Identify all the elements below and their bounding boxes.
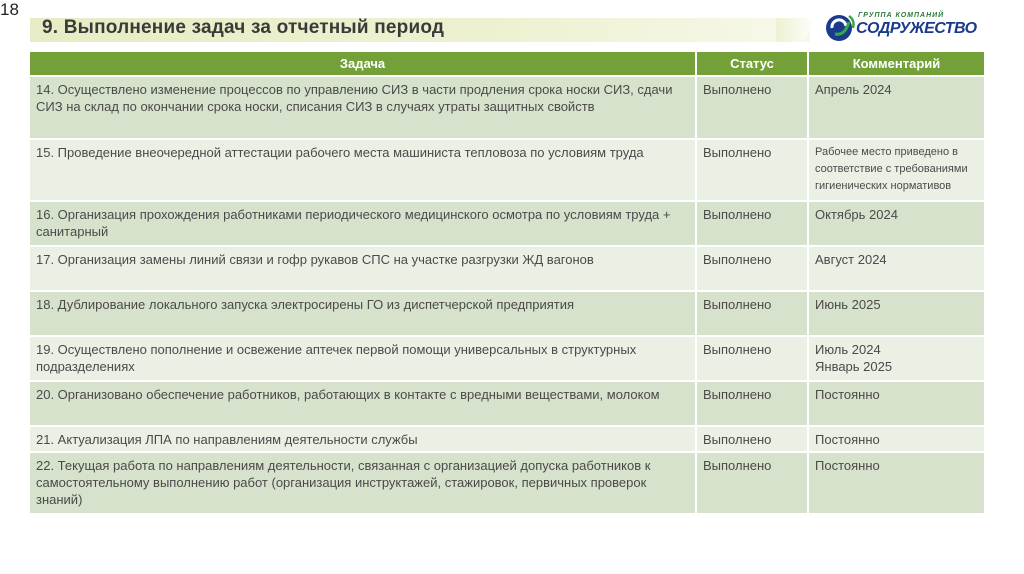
task-cell: 18. Дублирование локального запуска электросирены ГО из диспетчерской предприятия	[30, 290, 697, 335]
slide-number: 18	[0, 0, 19, 19]
status-cell: Выполнено	[697, 290, 809, 335]
comment-cell: Постоянно	[809, 380, 986, 425]
comment-cell: Август 2024	[809, 245, 986, 290]
comment-line: Январь 2025	[815, 359, 893, 374]
logo-main-text: СОДРУЖЕСТВО	[856, 20, 977, 37]
task-cell: 15. Проведение внеочередной аттестации рабочего места машиниста тепловоза по условиям труда	[30, 138, 697, 200]
table-row	[30, 200, 986, 245]
table-row	[30, 425, 986, 451]
table-row	[30, 245, 986, 290]
task-cell: 22. Текущая работа по направлениям деятельности, связанная с организацией допуска работников к самостоятельному выполнению работ (организация инструктажей, стажировок, первичных проверок знаний)	[30, 451, 697, 513]
status-cell: Выполнено	[697, 75, 809, 138]
table-row	[30, 335, 986, 380]
column-header-status: Статус	[697, 52, 809, 75]
tasks-table	[30, 52, 986, 513]
task-cell: 19. Осуществлено пополнение и освежение аптечек первой помощи универсальных в структурных подразделениях	[30, 335, 697, 380]
logo-small-text: ГРУППА КОМПАНИЙ	[858, 12, 945, 19]
table-row	[30, 138, 986, 200]
status-cell: Выполнено	[697, 425, 809, 451]
comment-line: Июль 2024	[815, 342, 881, 357]
status-cell: Выполнено	[697, 138, 809, 200]
comment-cell: Апрель 2024	[809, 75, 986, 138]
status-cell: Выполнено	[697, 245, 809, 290]
table-row	[30, 380, 986, 425]
task-cell: 21. Актуализация ЛПА по направлениям деятельности службы	[30, 425, 697, 451]
comment-cell: Рабочее место приведено в соответствие с требованиями гигиенических нормативов	[809, 138, 986, 200]
table-row	[30, 451, 986, 513]
comment-cell: Октябрь 2024	[809, 200, 986, 245]
table-row	[30, 290, 986, 335]
task-cell: 17. Организация замены линий связи и гофр рукавов СПС на участке разгрузки ЖД вагонов	[30, 245, 697, 290]
comment-cell	[809, 335, 986, 380]
task-cell: 16. Организация прохождения работниками периодического медицинского осмотра по условиям труда + санитарный	[30, 200, 697, 245]
status-cell: Выполнено	[697, 335, 809, 380]
status-cell: Выполнено	[697, 200, 809, 245]
column-header-task: Задача	[30, 52, 697, 75]
table-header-row	[30, 52, 986, 75]
page-title: 9. Выполнение задач за отчетный период	[42, 17, 445, 38]
title-band-tip	[776, 18, 816, 42]
comment-cell: Постоянно	[809, 451, 986, 513]
status-cell: Выполнено	[697, 380, 809, 425]
comment-cell: Июнь 2025	[809, 290, 986, 335]
task-cell: 14. Осуществлено изменение процессов по управлению СИЗ в части продления срока носки СИЗ, сдачи СИЗ на склад по окончании срока носки, списания СИЗ в случаях утраты защитных свойств	[30, 75, 697, 138]
task-cell: 20. Организовано обеспечение работников, работающих в контакте с вредными веществами, молоком	[30, 380, 697, 425]
table-row	[30, 75, 986, 138]
status-cell: Выполнено	[697, 451, 809, 513]
comment-cell: Постоянно	[809, 425, 986, 451]
column-header-comment: Комментарий	[809, 52, 986, 75]
